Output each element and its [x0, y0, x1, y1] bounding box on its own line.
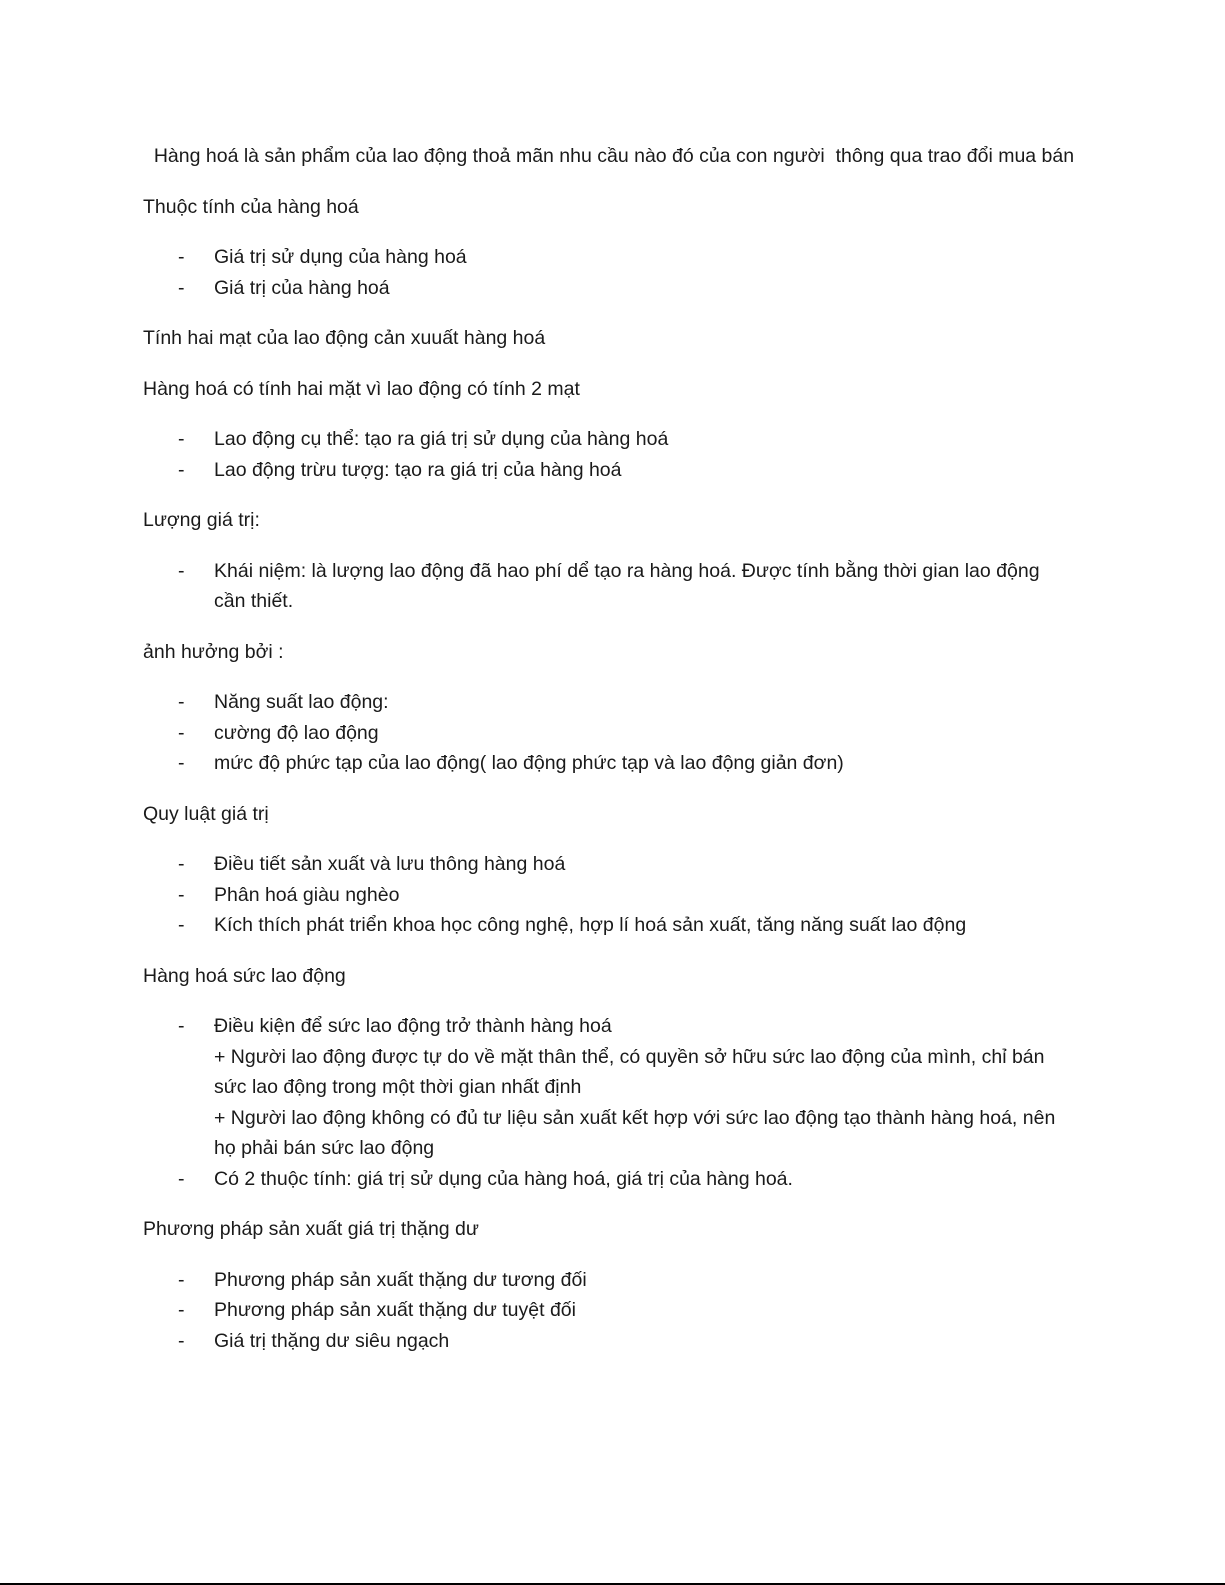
list-item [143, 880, 1075, 911]
list-item-text: mức độ phức tạp của lao động( lao động phức tạp và lao động giản đơn) [214, 752, 844, 774]
list-item [143, 1164, 1075, 1195]
bullet-dash: - [178, 1015, 185, 1037]
document-body [143, 141, 1075, 1376]
list-item [143, 455, 1075, 486]
bullet-list [143, 242, 1075, 303]
list-item [143, 556, 1075, 617]
section-heading: Thuộc tính của hàng hoá [143, 195, 359, 218]
list-item [143, 424, 1075, 455]
list-item [143, 242, 1075, 273]
bullet-dash: - [178, 853, 185, 875]
list-item [143, 1295, 1075, 1326]
section-heading: Quy luật giá trị [143, 802, 269, 825]
list-item-text: Năng suất lao động: [214, 691, 389, 713]
bullet-dash: - [178, 752, 185, 774]
section-heading: Hàng hoá sức lao động [143, 964, 346, 987]
section-heading: Hàng hoá có tính hai mặt vì lao động có tính 2 mạt [143, 377, 580, 400]
list-item [143, 718, 1075, 749]
bullet-dash: - [178, 246, 185, 268]
list-item-text: Phương pháp sản xuất thặng dư tuyệt đối [214, 1299, 576, 1321]
list-item [143, 273, 1075, 304]
bullet-list [143, 849, 1075, 941]
section-heading: Tính hai mạt của lao động cản xuuất hàng hoá [143, 327, 546, 349]
list-item [143, 748, 1075, 779]
list-item [143, 1326, 1075, 1357]
bullet-dash: - [178, 276, 185, 299]
section-heading: Phương pháp sản xuất giá trị thặng dư [143, 1218, 479, 1240]
list-item-text: Điều tiết sản xuất và lưu thông hàng hoá [214, 853, 566, 875]
list-item-text: Giá trị của hàng hoá [214, 276, 390, 299]
list-item [143, 910, 1075, 941]
sub-item-text: + Người lao động không có đủ tư liệu sản xuất kết hợp với sức lao động tạo thành hàng hoá, nên họ phải bán sức lao động [214, 1106, 1056, 1159]
bullet-list [143, 424, 1075, 485]
bullet-dash: - [178, 1268, 185, 1291]
bullet-dash: - [178, 458, 185, 481]
list-item [143, 687, 1075, 718]
bullet-list [143, 1265, 1075, 1357]
list-item-text: cường độ lao động [214, 721, 379, 744]
list-item-text: Phân hoá giàu nghèo [214, 883, 400, 906]
bullet-dash: - [178, 1329, 185, 1352]
bullet-dash: - [178, 1167, 185, 1190]
section-heading: Lượng giá trị: [143, 509, 260, 531]
intro-paragraph: Hàng hoá là sản phẩm của lao động thoả mãn nhu cầu nào đó của con người thông qua trao đổi mua bán [143, 145, 1075, 167]
list-item-text: Giá trị sử dụng của hàng hoá [214, 246, 467, 268]
bullet-dash: - [178, 1299, 185, 1321]
list-item-text: Lao động cụ thể: tạo ra giá trị sử dụng của hàng hoá [214, 428, 669, 450]
bullet-dash: - [178, 428, 185, 450]
list-item-text: Khái niệm: là lượng lao động đã hao phí dể tạo ra hàng hoá. Được tính bằng thời gian lao động cần thiết. [214, 559, 1040, 612]
bullet-list [143, 556, 1075, 617]
list-item-text: Lao động trừu tượg: tạo ra giá trị của hàng hoá [214, 458, 622, 481]
bullet-dash: - [178, 721, 185, 744]
bullet-dash: - [178, 559, 185, 582]
list-item-text: Phương pháp sản xuất thặng dư tương đối [214, 1268, 587, 1291]
list-item [143, 1265, 1075, 1296]
section-heading: ảnh hưởng bởi : [143, 640, 284, 663]
list-item [143, 1011, 1075, 1164]
list-item-text: Giá trị thặng dư siêu ngạch [214, 1329, 450, 1352]
bullet-list [143, 687, 1075, 779]
bullet-dash: - [178, 691, 185, 713]
list-item-text: Có 2 thuộc tính: giá trị sử dụng của hàng hoá, giá trị của hàng hoá. [214, 1167, 793, 1190]
bullet-dash: - [178, 883, 185, 906]
bullet-dash: - [178, 914, 185, 936]
sub-item-text: + Người lao động được tự do về mặt thân thể, có quyền sở hữu sức lao động của mình, chỉ bán sức lao động trong một thời gian nhất định [214, 1045, 1045, 1098]
list-item-text: Điều kiện để sức lao động trở thành hàng hoá [214, 1015, 612, 1037]
bullet-list [143, 1011, 1075, 1194]
list-item [143, 849, 1075, 880]
list-item-text: Kích thích phát triển khoa học công nghệ, hợp lí hoá sản xuất, tăng năng suất lao động [214, 914, 967, 936]
